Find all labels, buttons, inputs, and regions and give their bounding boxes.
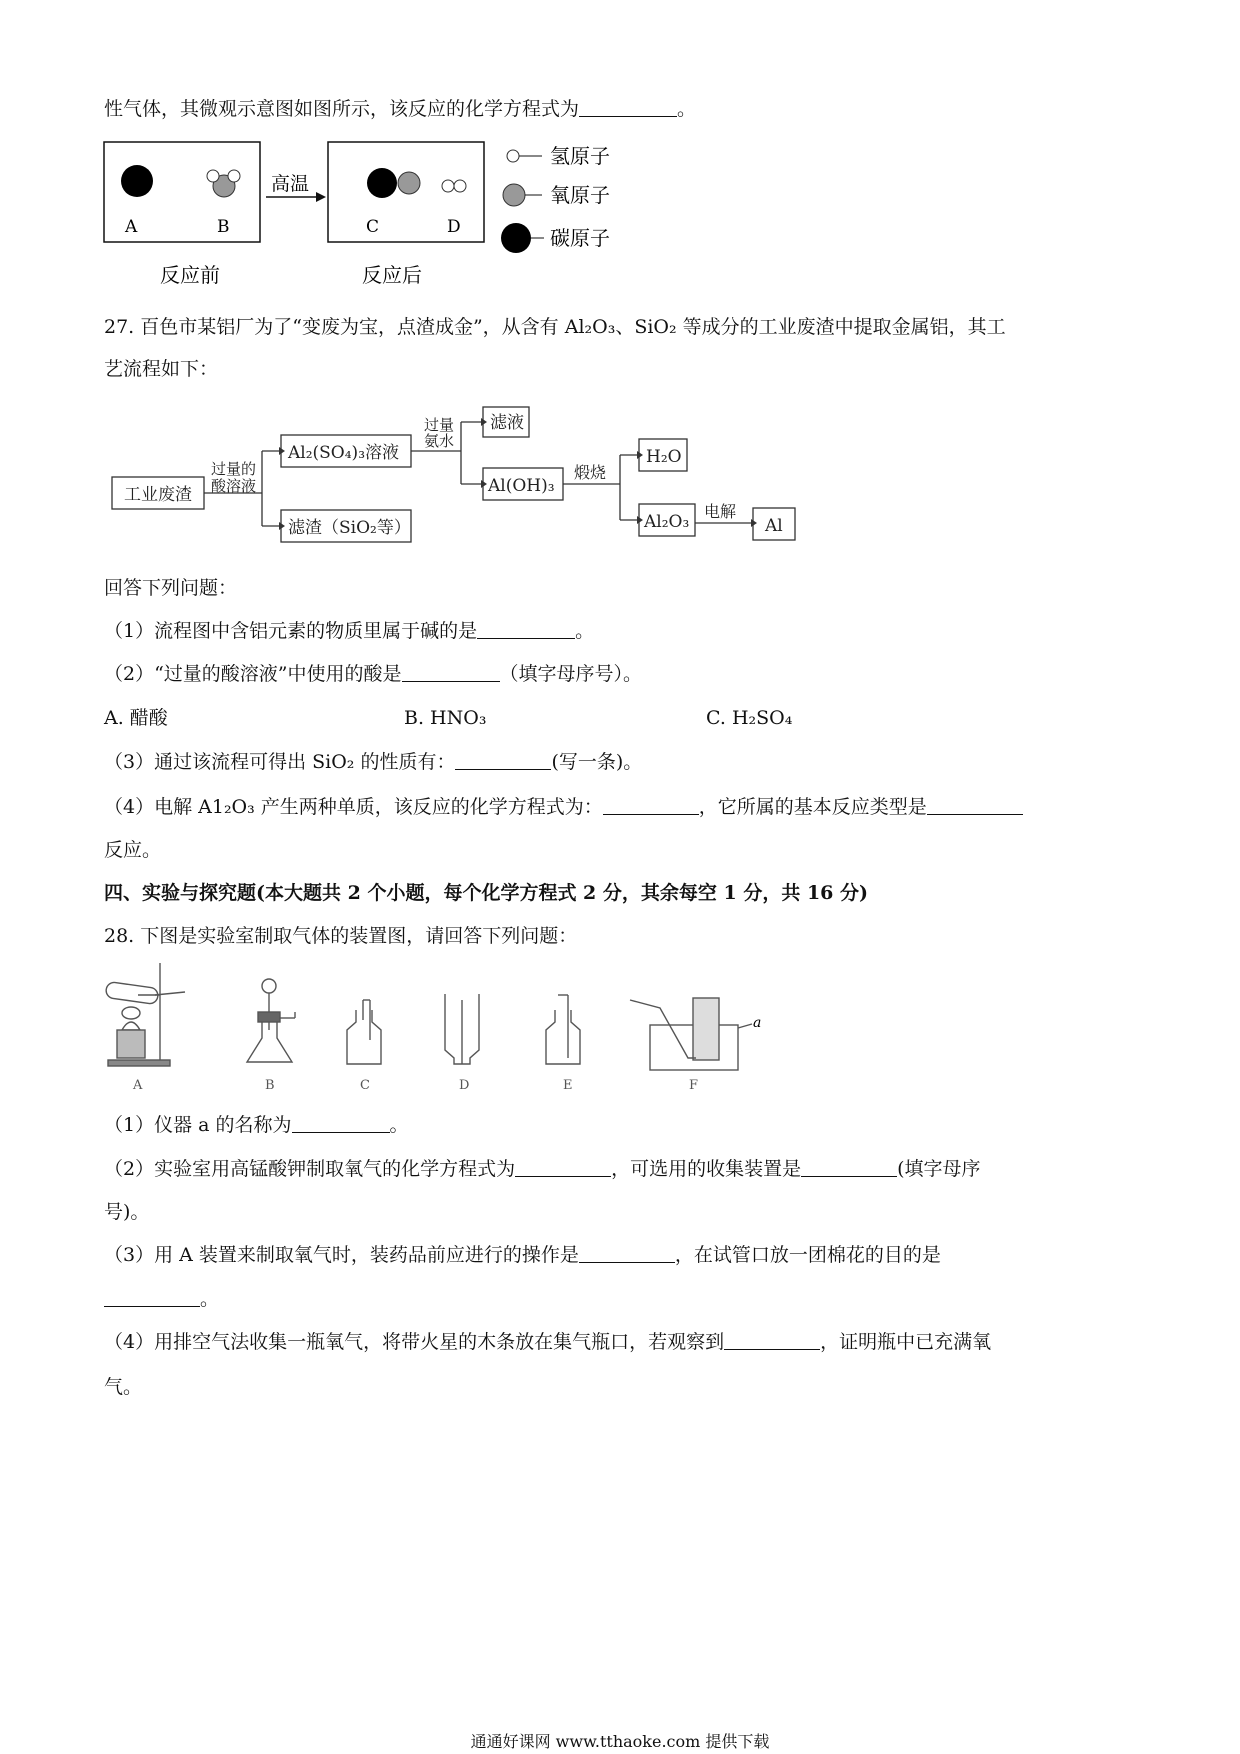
- alcohol-lamp: [117, 1030, 145, 1058]
- label-d: D: [447, 217, 461, 237]
- apparatus-label-a: A: [133, 1078, 143, 1093]
- flow-hydroxide: Al(OH)₃: [488, 476, 555, 496]
- q27-stem-line1: 27. 百色市某铝厂为了“变废为宝，点渣成金”，从含有 Al₂O₃、SiO₂ 等成分的工业废渣中提取金属铝，其工: [104, 316, 1006, 338]
- page-footer: 通通好课网 www.tthaoke.com 提供下载: [470, 1732, 770, 1751]
- gas-bottle-e: [546, 1010, 580, 1064]
- answer-blank[interactable]: [104, 1288, 200, 1307]
- q27-stem-line2: 艺流程如下：: [104, 358, 219, 380]
- flow-reagent1-line2: 酸溶液: [211, 477, 257, 495]
- flow-reagent2-line2: 氨水: [424, 432, 455, 450]
- flow-oxide: Al₂O₃: [644, 512, 690, 532]
- flow-filtrate: 滤液: [490, 413, 524, 433]
- q28-part4: （4）用排空气法收集一瓶氧气，将带火星的木条放在集气瓶口，若观察到 ，证明瓶中已充满氧: [104, 1331, 992, 1353]
- section-4-heading: 四、实验与探究题(本大题共 2 个小题，每个化学方程式 2 分，其余每空 1 分，共 16 分): [104, 882, 869, 904]
- flow-reagent1-line1: 过量的: [211, 460, 257, 478]
- legend-carbon: 碳原子: [550, 226, 610, 250]
- apparatus-label-c: C: [360, 1078, 370, 1093]
- q28-part2-cont: 号)。: [104, 1201, 150, 1223]
- stand-base: [108, 1060, 170, 1066]
- legend-hydrogen: 氢原子: [550, 144, 610, 168]
- answer-blank[interactable]: [579, 1244, 675, 1263]
- q28-part4-cont: 气。: [104, 1376, 143, 1398]
- label-c: C: [366, 217, 380, 237]
- q27-answer-intro: 回答下列问题：: [104, 577, 238, 599]
- question-26-tail: 性气体，其微观示意图如图所示，该反应的化学方程式为 。: [104, 98, 697, 120]
- flow-start: 工业废渣: [124, 485, 192, 505]
- collecting-bottle: [693, 998, 719, 1060]
- apparatus-label-e: E: [563, 1078, 573, 1093]
- caption-after: 反应后: [362, 263, 422, 287]
- q28-part1: （1）仪器 a 的名称为 。: [104, 1114, 409, 1136]
- gas-bottle-c: [347, 1010, 381, 1064]
- answer-blank[interactable]: [801, 1158, 897, 1177]
- apparatus-label-d: D: [459, 1078, 470, 1093]
- q27-part1: （1）流程图中含铝元素的物质里属于碱的是 。: [104, 620, 595, 642]
- test-tube: [105, 981, 159, 1004]
- flow-electrolysis: 电解: [704, 502, 737, 521]
- caption-before: 反应前: [160, 263, 220, 287]
- q27-part3: （3）通过该流程可得出 SiO₂ 的性质有： (写一条)。: [104, 751, 643, 773]
- label-b: B: [217, 217, 230, 237]
- flow-reagent2-line1: 过量: [424, 416, 455, 434]
- answer-blank[interactable]: [515, 1158, 611, 1177]
- legend-oxygen: 氧原子: [550, 183, 610, 207]
- q27-part4: （4）电解 A1₂O₃ 产生两种单质，该反应的化学方程式为： ，它所属的基本反应类型是: [104, 794, 1023, 820]
- q27-option-a: A. 醋酸: [104, 707, 168, 729]
- arrow-text: 高温: [271, 173, 310, 195]
- apparatus-label-f: F: [689, 1078, 699, 1093]
- q27-part2: （2）“过量的酸溶液”中使用的酸是 （填字母序号）。: [104, 663, 643, 685]
- answer-blank[interactable]: [724, 1331, 820, 1350]
- apparatus-label-b: B: [265, 1078, 275, 1093]
- label-a: A: [125, 217, 138, 237]
- q27-option-c: C. H₂SO₄: [706, 707, 793, 729]
- flow-residue: 滤渣（SiO₂等）: [288, 518, 411, 538]
- q28-stem: 28. 下图是实验室制取气体的装置图，请回答下列问题：: [104, 925, 578, 947]
- answer-blank[interactable]: [292, 1114, 390, 1133]
- q28-part3-cont: 。: [104, 1286, 219, 1312]
- label-a-small: a: [753, 1015, 762, 1031]
- flow-solution: Al₂(SO₄)₃溶液: [288, 443, 400, 463]
- q28-part3: （3）用 A 装置来制取氧气时，装药品前应进行的操作是 ，在试管口放一团棉花的目的是: [104, 1244, 941, 1266]
- q27-option-b: B. HNO₃: [404, 707, 487, 729]
- flow-metal: Al: [765, 516, 783, 536]
- q27-part4-cont: 反应。: [104, 839, 162, 861]
- q28-part2: （2）实验室用高锰酸钾制取氧气的化学方程式为 ，可选用的收集装置是 (填字母序: [104, 1158, 981, 1180]
- flow-calcine: 煅烧: [574, 463, 607, 482]
- flow-water: H₂O: [646, 447, 682, 467]
